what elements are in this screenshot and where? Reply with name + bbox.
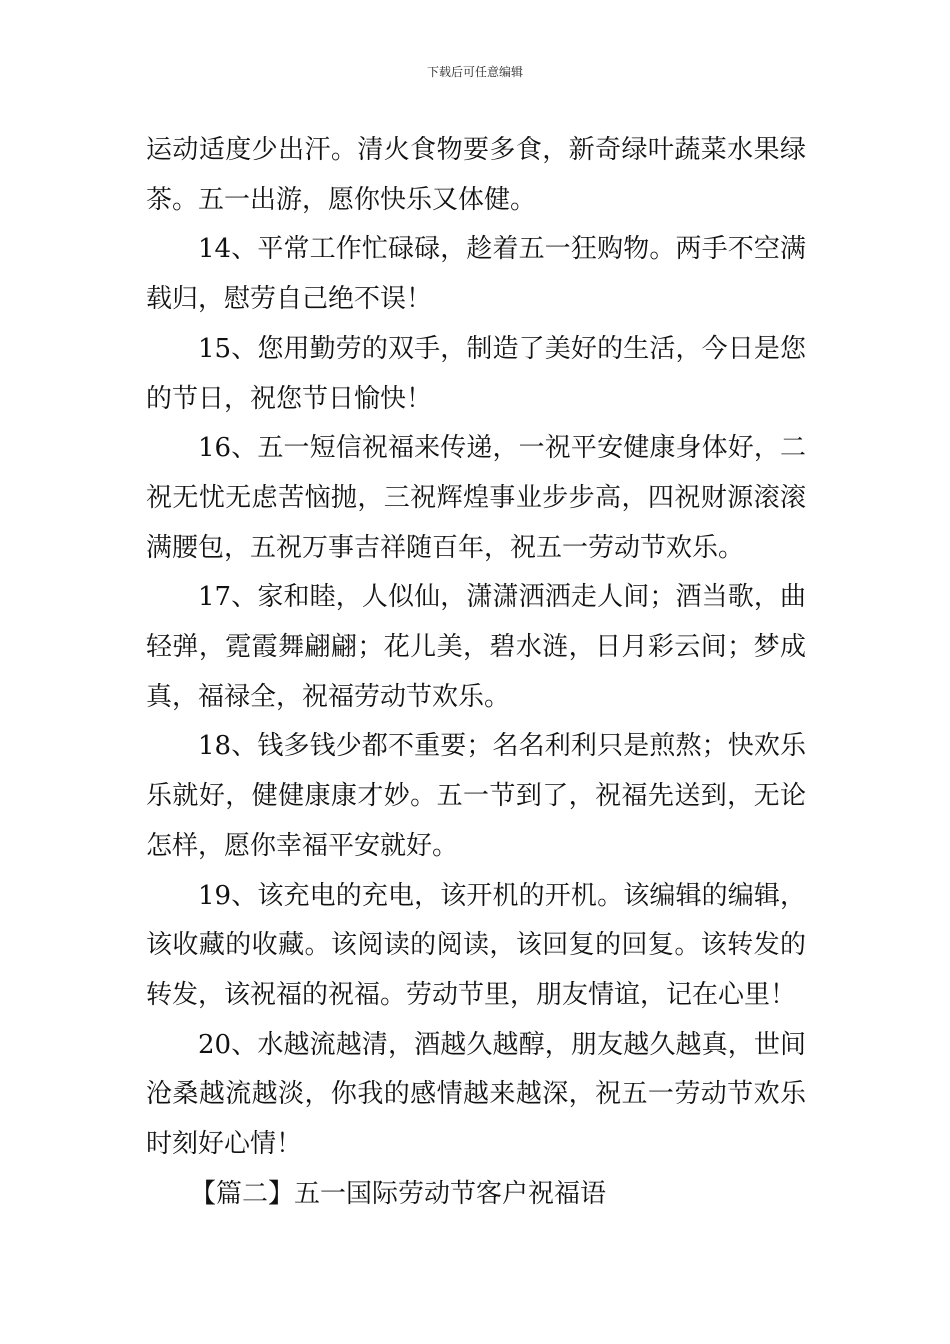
section-heading: 【篇二】五一国际劳动节客户祝福语 [190,1178,607,1209]
paragraph-item-15: 15、您用勤劳的双手，制造了美好的生活，今日是您的节日，祝您节日愉快！ [146,333,806,414]
paragraph-item-18: 18、钱多钱少都不重要；名名利利只是煎熬；快欢乐乐就好，健健康康才妙。五一节到了，祝福先送到，无论怎样，愿你幸福平安就好。 [146,731,806,861]
document-body [146,126,806,1219]
page-header: 下载后可任意编辑 [426,65,523,79]
paragraph-item-16: 16、五一短信祝福来传递，一祝平安健康身体好，二祝无忧无虑苦恼抛，三祝辉煌事业步步高，四祝财源滚滚满腰包，五祝万事吉祥随百年，祝五一劳动节欢乐。 [146,433,806,563]
paragraph-continuation: 运动适度少出汗。清火食物要多食，新奇绿叶蔬菜水果绿茶。五一出游，愿你快乐又体健。 [146,135,806,215]
paragraph-item-19: 19、该充电的充电，该开机的开机。该编辑的编辑，该收藏的收藏。该阅读的阅读，该回复的回复。该转发的转发，该祝福的祝福。劳动节里，朋友情谊，记在心里！ [146,880,806,1010]
paragraph-item-14: 14、平常工作忙碌碌，趁着五一狂购物。两手不空满载归，慰劳自己绝不误！ [146,234,806,315]
paragraph-item-20: 20、水越流越清，酒越久越醇，朋友越久越真，世间沧桑越流越淡，你我的感情越来越深，祝五一劳动节欢乐时刻好心情！ [146,1029,806,1160]
paragraph-item-17: 17、家和睦，人似仙，潇潇洒洒走人间；酒当歌，曲轻弹，霓霞舞翩翩；花儿美，碧水涟，日月彩云间；梦成真，福禄全，祝福劳动节欢乐。 [146,582,806,712]
